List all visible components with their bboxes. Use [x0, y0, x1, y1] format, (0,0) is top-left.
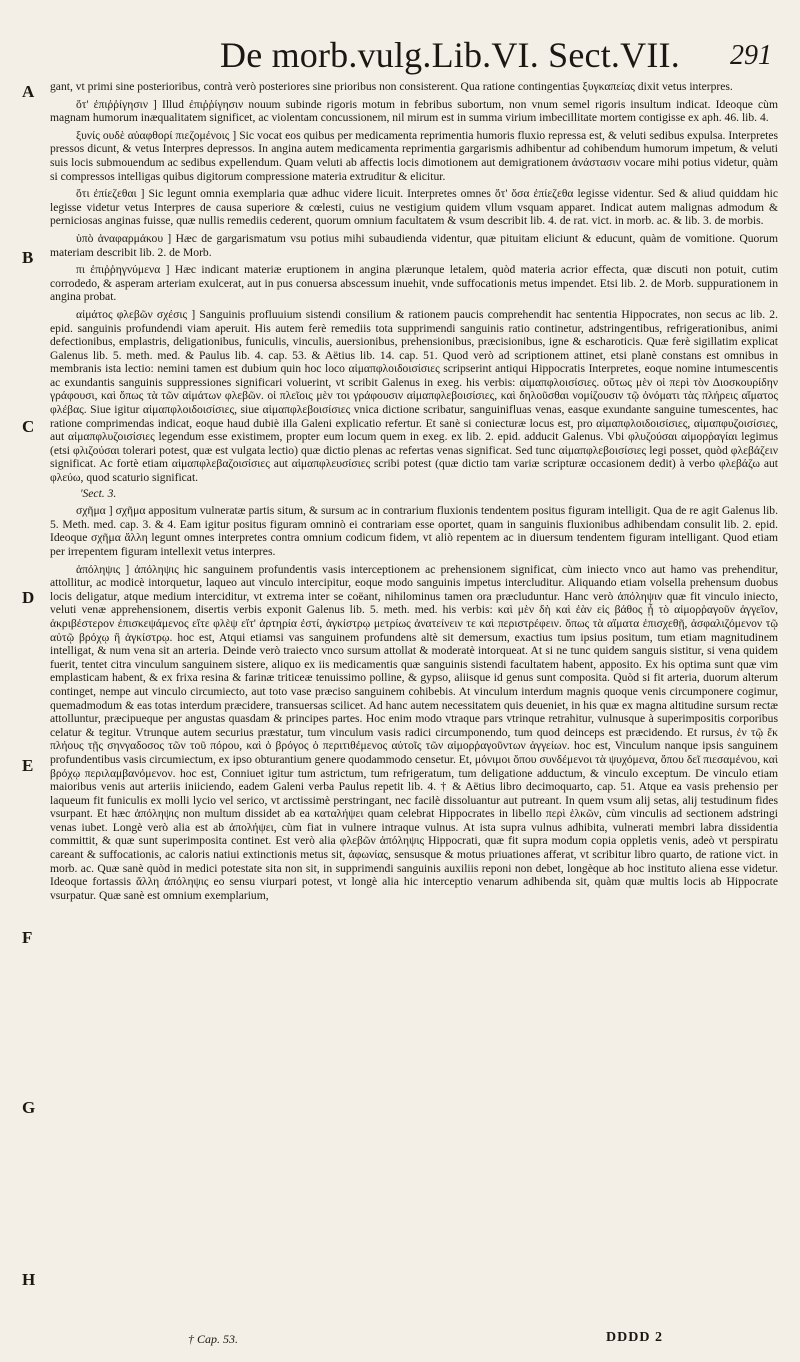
- page-number: 291: [730, 40, 772, 71]
- commentary-body: [50, 80, 778, 902]
- margin-letter-b: B: [22, 248, 34, 267]
- running-title: De morb.vulg.Lib.VI. Sect.VII.: [220, 35, 680, 75]
- paragraph: ξυνίς ουδὲ αὐαφθορί πιεζομένοις ] Sic vocat eos quibus per medicamenta reprimentia humoris fluxio repressa est, & veluti sedibus expulsa. Interpretes pressos dicunt, & vetus Interpres depressos. In angina autem medicamenta reprimentia gargarismis adhibentur ad cohibendum humorum impetum, & veluti suis locis submouendum ac sedibus expellendum. Quam veluti ab affectis locis dimotionem aut demigrationem ἀνάστασιν vocare mihi potius videtur, quàm si compressos intelligas quibus digitorum compressione materia extruditur & elicitur.: [50, 128, 778, 183]
- paragraph: πι ἐπιῤῥηγνύμενα ] Hæc indicant materiæ eruptionem in angina plærunque letalem, quòd materia acrior effecta, quæ discuti non potuit, cutim corrodedo, & asperam arteriam exulcerat, aut in pus conuersa abscessum inuehit, vnde suffocationis metus impendet. Etsi lib. 2. de Morb. suppurationem in angina probat.: [50, 263, 778, 304]
- paragraph: ἀπόληψις ] ἀπόληψις hic sanguinem profundentis vasis interceptionem ac prehensionem significat, cùm iniecto vnco aut hamo vas prehenditur, attollitur, ac modicè intorquetur, laqueo aut vinculo intercipitur, eoque modo sanguinis impetus intercluditur. Aliquando etiam volsella prehensum duobus locis deligatur, atque medium interciditur, vt extrema inter se coëant, nihilominus tamen ora præcluduntur. Hanc verò ἀπόληψιν quæ fit vinculo iniecto, veluti venæ apprehensionem, disertis verbis exponit Galenus lib. 5. meth. med. his verbis: καὶ μὲν δὴ καὶ ἐὰν εἰς βάθος ᾖ τὸ αἱμορῥαγοῦν ἀγγεῖον, ἀκριβέστερον ἐπισκεψάμενος εἴτε φλὲψ εἴτ' ἀρτηρία ἐστί, ἀγκίστρῳ μετρίως ἀνατείνειν τε καὶ περιστρέφειν. ὅπως τὰ αἵματα ἐπισχεθῇ, ἀσφαλιζόμενον τῷ αὐτῷ βρόχῳ ἢ ἀγκίστρῳ. hoc est, Atqui etiamsi vas sanguinem profundens altè sit demersum, exactius tum ipsius positum, tum etiam magnitudinem intelligat, & num vena sit an arteria. Deinde verò traiecto vnco sursum attollat & moderatè intorqueat. At si ne tunc quidem sanguis sistitur, si vena quidem fuerit, tentet citra vinculum sanguinem sistere, aliquo ex iis medicamentis quæ sanguinis sistendi facultatem habent, apposito. Ex his optima sunt quæ vim emplasticam habent, & ex frixa resina & farinæ triticeæ tenuissimo polline, & gypso, aliisque id genus sunt composita. Quòd si fit arteria, duorum alterum continget, nempe aut vinculo circumiecto, aut toto vase præciso sanguinem cohibebis. At vinculum interdum magnis quoque venis circumponere cogimur, quemadmodum & eas totas interdum præcidere, transuersas scilicet. Ad hanc autem necessitatem quis deueniet, in his quæ ex magna altitudine sursum rectæ attolluntur, præcipueque per angustas quasdam & principes partes. Hoc enim modo vtraque pars vtrinque retrahitur, vulnusque à superimpositis corporibus celatur & tegitur. Vtrunque autem securius præstatur, tum vinculum vasis radici circumponendo, tum quod deinceps est præcidendo. Et rursus, ἐν τῷ ἔκ πλήους τῇς σηνγαδοσος τῶν τοῦ πόρου, καὶ ὁ βρόγος ὁ περιτιθέμενος αὐτοῖς τῶν αἱμορῥαγοῦντων ἀγγείων. hoc est, Vinculum nanque ipsis sanguinem profundentibus vasis circumiectum, ex ipso obturantium genere quodammodo censetur. Et, μόνιμοι ὅπου συνδέμενοι τὰ ψυχόμενα, ὅπου δεῖ πιεσαμένου, καὶ βρόχῳ περιλαμβανόμενον. hoc est, Conniuet igitur tum astrictum, tum refrigeratum, tum deligatione adductum, & vinculo exceptum. De vinculo etiam maioribus venis aut arteriis iniiciendo, eadem Galeni verba Paulus repetit lib. 4. † & Aëtius libro decimoquarto, cap. 51. Atque ea vasis prehensio per laqueum fit funiculis ex molli lycio vel serico, vt arctissimè perstringant, nec facilè dissoluantur aut putreant. In quem vsum alij setas, alij testudinum fides vsurpant. Et hæc ἀπόληψις non multum dissidet ab ea καταλήψει quam celebrat Hippocrates in libello περὶ ἑλκῶν, cùm vinculis ad sectionem adstringi venas iubet. Longè verò alia est ab ἀπολήψει, cùm fiat in vulnere intraque vulnus. At ista supra vulnus adhibita, vulnerati membri labra dissidentia committit, & quæ sunt superimposita continet. Est verò alia φλεβῶν ἀπόληψις Hippocrati, quæ fit supra modum copia oppletis venis, adeò vt perspiratu careant & suffocationis, ac caloris natiui extinctionis metus sit, ἀφωνίας, sensusque & motus priuationes afferat, vt scribitur libro quarto, de ratione vict. in morb. ac. Quæ sanè quòd in medici potestate sita non sit, in supprimendi sanguinis auxiliis reponi non debet, longèque ab hoc instituto aliena esse videtur. Ideoque fortassis ἄλλη ἀπόληψις eo sensu viurpari potest, vt longè alia hic interceptio venarum adhibenda sit, quàm quæ multis locis ab Hippocrate vsurpatur. Quæ sanè est omnium exemplarium,: [50, 562, 778, 902]
- paragraph: gant, vt primi sine posterioribus, contrà verò posteriores sine prioribus non consisterent. Qua ratione contingentias ξυγκαπείας dixit vetus interpres.: [50, 80, 733, 93]
- margin-letter-g: G: [22, 1098, 36, 1117]
- footnote-reference: † Cap. 53.: [188, 1332, 239, 1346]
- margin-letter-e: E: [22, 756, 34, 775]
- paragraph: αἰμάτος φλεβῶν σχέσις ] Sanguinis profluuium sistendi consilium & rationem paucis comprehendit hac sententia Hippocrates, non secus ac lib. 2. epid. sanguinis profundendi viam aperuit. His autem ferè remediis tota supprimendi sanguinis ratio continetur, adstringentibus, refrigerationibus, animi defectionibus, emplastris, deligationibus, funiculis, vinculis, auersionibus, prehensionibus, præcisionibus, igne & escharoticis. Quæ ferè sigillatim explicat Galenus lib. 5. meth. med. & Paulus lib. 4. cap. 53. & Aëtius lib. 14. cap. 51. Quod verò ad scriptionem attinet, etsi planè constans est omnibus in membranis ista lectio: nemini tamen est dubium quin hoc loco αἱμαπφλοιδοισίσιες scripserint antiqui Hippocratis Interpretes, eoque nomine intumescentis ac exundantis sanguinis suppressiones significari voluerint, vt scribit Galenus in exeg. his verbis: αἱμαπφλοισίσιες. οὕτως μὲν οἱ περὶ τὸν Διοσκουρίδην γράφουσι, καὶ ὅπως τὰ τῶν αἱμάτων φλεβῶν. οἱ πλεῖοις μὲν τοι γράφουσιν αἱμαπφλεβοισίσιες, καὶ δηλοῦσθαι νομίζουσιν τῷ ὀνόματι τὰς πλήρεις αἵματος φλέβας. Siue igitur αἱμαπφλοιδοισίσιες, siue αἱμαπφλεβοισίσιες vnica dictione scribatur, sanguinifluas venas, easque exundante sanguine tumescentes, hac ratione comprimendas indicat, eoque haud dubiè illa Galeni explicatio refertur. Et sanè si coniecturæ locus est, pro αἱμαπφλοιδοισίσιες, αἱμαπφυζοισίσιες, aut αἱμαπφλυζοισίσιες legendum esse existimem, propter eum locum quem in exeg. ex lib. 2. epid. adducit Galenus. Vbi φλυζούσαι αἱμορῥαγίαι legimus (etsi φλιζούσαι tolerari potest, quæ est vulgata lectio) quæ dictio plenas ac refertas venas significat. Sed tunc αἱμαπφλεβοισίσιες legi posset, quòd φλεβάζειν significat. Ac fortè etiam αἱμαπφλεβαζοισίσιες aut αἱμαπφλευσίσιες scribi potest (quæ dictio tam variæ scripturæ occasionem dedit) à verbo φλεβάζω aut φλεύω, quod scaturio significat.: [50, 307, 778, 485]
- margin-letter-f: F: [22, 928, 33, 947]
- signature-mark: DDDD 2: [606, 1330, 663, 1345]
- margin-letter-h: H: [22, 1270, 36, 1289]
- paragraph: ὑπὸ ἀναφαρμάκου ] Hæc de gargarismatum vsu potius mihi subaudienda videntur, quæ pituitam eliciunt & educunt, quàm de vomitione. Quorum materiam describit lib. 2. de Morb.: [50, 231, 778, 259]
- margin-letter-a: A: [22, 82, 35, 101]
- page-header: [50, 30, 778, 80]
- margin-letter-d: D: [22, 588, 35, 607]
- paragraph: ὅτ' ἐπιῤῥίγησιν ] Illud ἐπιῤῥίγησιν nouum subinde rigoris motum in febribus subortum, non vnum semel rigoris insultum indicat. Ideoque cùm magnam humorum inæqualitatem significet, ac violentam concussionem, nil mirum est in summa virium imbecillitate mortem contigisse ex aph. 46. lib. 4.: [50, 97, 778, 125]
- paragraph: ὅτι ἐπίεζεθαι ] Sic legunt omnia exemplaria quæ adhuc videre licuit. Interpretes omnes ὅτ' ὅσα ἐπίεζεθα legisse videntur. Sed & aliud quiddam hic legisse videtur vetus Interpres de causa superiore & cœlesti, cuius ne vestigium quidem vllum vsquam apparet. Indicat autem malignas admodum & perniciosas anginas fuisse, quæ nullis remediis cederent, quorum omnium facultatem & vsum describit lib. 4. de rat. vict. in morb. ac. & lib. 3. de morbis.: [50, 187, 778, 228]
- section-heading: 'Sect. 3.: [80, 486, 117, 500]
- margin-letter-c: C: [22, 417, 35, 436]
- paragraph: σχῆμα ] σχῆμα appositum vulneratæ partis situm, & sursum ac in contrarium fluxionis tendentem positus figuram intelligit. Qua de re agit Galenus lib. 5. Meth. med. cap. 3. & 4. Eam igitur positus figuram omninò ei contrariam esse oportet, quam in sanguinis fluxionibus adhibendam consulit lib. 2. epid. Ideoque σχῆμα ἄλλη legunt omnes interpretes contra omnium codicum fidem, vt aliò repentem ac in diuersum tendentem figuram intelligant. Quod etiam per irrepentem figuram intellexit vetus interpres.: [50, 504, 778, 558]
